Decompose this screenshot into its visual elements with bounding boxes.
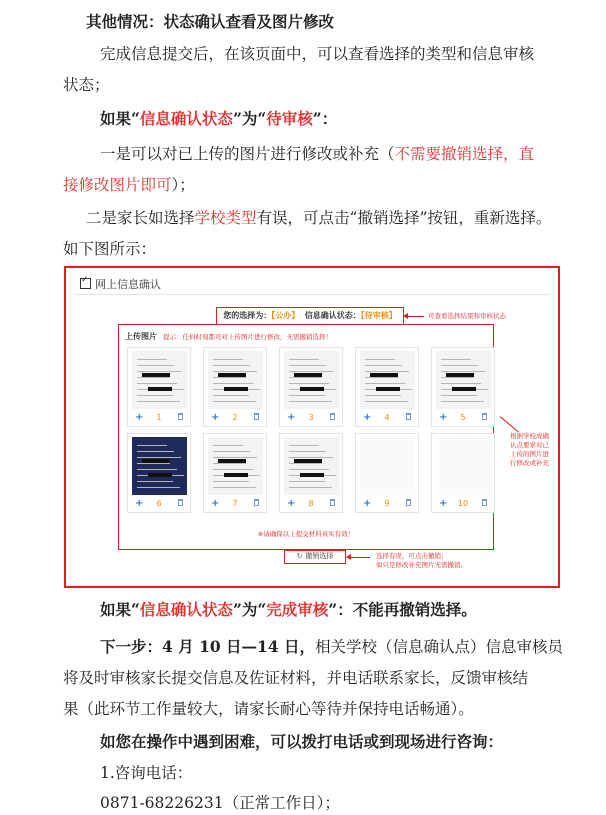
text-line: [213, 365, 250, 366]
as-shown-line: 如下图所示：: [63, 240, 157, 258]
arrow-head: [346, 554, 351, 560]
text-line: [441, 365, 478, 366]
redaction-bar: [224, 473, 248, 477]
text-line: [289, 401, 332, 402]
add-icon[interactable]: +: [211, 412, 220, 423]
text-line: [213, 487, 256, 488]
redaction-bar: [148, 387, 172, 391]
text-line: [365, 365, 402, 366]
item-two: [86, 207, 551, 229]
trash-icon[interactable]: [482, 413, 487, 420]
text-line: [289, 395, 325, 396]
trash-icon[interactable]: [254, 499, 259, 506]
redaction-bar: [294, 459, 322, 463]
redaction-bar: [370, 373, 398, 377]
redaction-bar: [218, 373, 246, 377]
status-term: 信息确认状态: [139, 600, 233, 619]
card-controls: [128, 413, 190, 423]
redaction-bar: [142, 459, 170, 463]
phone-number: 0871-68226231（正常工作日）；: [100, 794, 340, 812]
redaction-bar: [294, 373, 322, 377]
redaction-bar: [300, 387, 324, 391]
trash-icon[interactable]: [406, 499, 411, 506]
redaction-bar: [224, 387, 248, 391]
document-thumbnail: [208, 351, 263, 409]
card-number: 4: [384, 413, 390, 422]
text: ”为“: [232, 600, 267, 619]
document-thumbnail: [208, 437, 263, 495]
callout-line: 行修改或补充: [510, 459, 549, 467]
choice-value: 【公办】: [271, 311, 300, 320]
card-controls: [432, 499, 494, 509]
status-value: 【待审核】: [360, 311, 397, 320]
card-controls: [128, 499, 190, 509]
panel-title: [80, 276, 161, 292]
upload-header: [125, 331, 332, 342]
callout-top: 可查看选择结果和审核状态: [428, 312, 506, 320]
panel-title-text: 网上信息确认: [95, 278, 161, 291]
text-line: [137, 451, 174, 452]
trash-icon[interactable]: [330, 413, 335, 420]
text-line: [213, 359, 243, 360]
text-line: [441, 395, 477, 396]
add-icon[interactable]: +: [135, 412, 144, 423]
trash-icon[interactable]: [330, 499, 335, 506]
image-card[interactable]: [203, 347, 267, 427]
text-line: [137, 469, 177, 470]
redaction-bar: [376, 387, 400, 391]
add-icon[interactable]: +: [439, 412, 448, 423]
text: ）；: [171, 176, 195, 194]
card-number: 5: [460, 413, 466, 422]
card-controls: [356, 413, 418, 423]
text-line: [365, 383, 405, 384]
status-label: 信息确认状态：: [304, 311, 361, 320]
text-line: [213, 395, 249, 396]
document-thumbnail: [132, 351, 187, 409]
add-icon[interactable]: +: [439, 498, 448, 509]
text: 一是可以对已上传的图片进行修改或补充（: [100, 145, 395, 163]
trash-icon[interactable]: [482, 499, 487, 506]
text-line: [289, 359, 319, 360]
callout-line: 上传的图片进: [510, 450, 549, 458]
text-line: [137, 463, 170, 464]
add-icon[interactable]: +: [211, 498, 220, 509]
image-card[interactable]: [355, 347, 419, 427]
document-thumbnail: [360, 351, 415, 409]
add-icon[interactable]: +: [287, 412, 296, 423]
trash-icon[interactable]: [178, 413, 183, 420]
text-line: [213, 377, 246, 378]
card-controls: [204, 499, 266, 509]
text-line: [441, 377, 474, 378]
upload-tip: 提示：任何时刻都可对上传图片进行修改，无需撤销选择！: [163, 333, 332, 341]
item-one-line: [100, 143, 534, 165]
paragraph-line: 完成信息提交后，在该页面中，可以查看选择的类型和信息审核: [100, 45, 535, 63]
image-card[interactable]: [279, 433, 343, 513]
text-line: [137, 359, 167, 360]
text-line: [137, 395, 173, 396]
text-line: [365, 371, 409, 372]
text-line: [289, 481, 325, 482]
text-line: [441, 371, 485, 372]
text-line: [137, 457, 181, 458]
card-controls: [280, 413, 342, 423]
redaction-bar: [446, 373, 474, 377]
divider: [74, 294, 550, 295]
section-heading: 其他情况：状态确认查看及图片修改: [86, 12, 335, 31]
text-line: [365, 377, 398, 378]
document-thumbnail: [360, 437, 415, 495]
help-line: 如您在操作中遇到困难，可以拨打电话或到现场进行咨询：: [100, 732, 504, 751]
card-number: 8: [308, 499, 314, 508]
redaction-bar: [300, 473, 324, 477]
card-number: 9: [384, 499, 390, 508]
text-line: [365, 395, 401, 396]
text: 相关学校（信息确认点）信息审核员: [315, 638, 564, 656]
checkbox-icon: [80, 278, 91, 289]
upload-panel: [118, 324, 494, 550]
text: 如果“: [100, 600, 140, 619]
trash-icon[interactable]: [178, 499, 183, 506]
card-number: 10: [457, 499, 469, 508]
card-controls: [280, 499, 342, 509]
warning-text: ※请确保以上提交材料真实有效！: [257, 530, 355, 538]
card-controls: [356, 499, 418, 509]
text: 二是家长如选择: [86, 209, 195, 227]
redaction-bar: [142, 373, 170, 377]
text-line: [137, 445, 167, 446]
text-line: [289, 371, 333, 372]
trash-icon[interactable]: [254, 413, 259, 420]
callout-line: 选择有误，可点击撤销；: [376, 552, 448, 560]
image-card[interactable]: [127, 347, 191, 427]
callout-right: [510, 432, 549, 468]
text-line: [289, 487, 332, 488]
image-card[interactable]: [431, 347, 495, 427]
text-line: [441, 383, 481, 384]
card-number: 2: [232, 413, 238, 422]
refresh-icon: ↻: [296, 552, 303, 560]
text-line: [289, 451, 326, 452]
text-line: [365, 401, 408, 402]
image-card[interactable]: [127, 433, 191, 513]
text: 有误，可点击“撤销选择”按钮，重新选择。: [256, 209, 552, 227]
consult-label: 1.咨询电话：: [100, 764, 193, 782]
card-number: 1: [156, 413, 162, 422]
redaction-bar: [148, 473, 172, 477]
document-thumbnail: [436, 437, 491, 495]
cancel-selection-button[interactable]: [284, 550, 346, 564]
text: ”：: [312, 109, 338, 128]
text-line: [441, 359, 471, 360]
add-icon[interactable]: +: [287, 498, 296, 509]
redaction-bar: [218, 459, 246, 463]
text-line: [213, 481, 249, 482]
text-line: [137, 401, 180, 402]
text-line: [213, 451, 250, 452]
choice-status-box: [216, 307, 404, 325]
text-line: [137, 487, 180, 488]
text-line: [441, 401, 484, 402]
text-line: [289, 469, 329, 470]
redaction-bar: [452, 387, 476, 391]
text-line: [289, 377, 322, 378]
item-one-line: [63, 174, 195, 196]
image-card[interactable]: [355, 433, 419, 513]
highlight: 学校类型: [194, 209, 257, 227]
text-line: [137, 383, 177, 384]
card-number: 3: [308, 413, 314, 422]
card-controls: [432, 413, 494, 423]
text: 如果“: [100, 109, 140, 128]
text-line: [137, 365, 174, 366]
text-line: [213, 463, 246, 464]
arrow-head: [403, 313, 408, 319]
text-line: [213, 371, 257, 372]
image-card[interactable]: [431, 433, 495, 513]
text-line: [137, 371, 181, 372]
card-number: 6: [156, 499, 162, 508]
condition-pending: [100, 108, 337, 130]
text-line: [289, 445, 319, 446]
text: ”：不能再撤销选择。: [328, 600, 477, 619]
upload-title: 上传图片: [125, 332, 157, 341]
condition-complete: [100, 599, 477, 621]
paragraph-line: 将及时审核家长提交信息及佐证材料，并电话联系家长，反馈审核结: [63, 669, 529, 687]
callout-line: 根据学校或确: [510, 432, 549, 440]
paragraph-line: 状态；: [63, 76, 110, 94]
card-controls: [204, 413, 266, 423]
text-line: [289, 463, 322, 464]
callout-line: 如只是修改补充图片无需撤销。: [376, 561, 467, 569]
paragraph-line: 果（此环节工作量较大，请家长耐心等待并保持电话畅通）。: [63, 700, 474, 718]
image-grid: [127, 347, 483, 525]
text-line: [365, 359, 395, 360]
status-value: 完成审核: [266, 600, 329, 619]
highlight: 接修改图片即可: [63, 176, 172, 194]
add-icon[interactable]: +: [363, 498, 372, 509]
arrow: [500, 416, 519, 432]
text-line: [137, 481, 173, 482]
highlight: 不需要撤销选择，直: [394, 145, 535, 163]
document-thumbnail: [284, 351, 339, 409]
callout-line: 认点要求对已: [510, 441, 549, 449]
text-line: [213, 445, 243, 446]
trash-icon[interactable]: [406, 413, 411, 420]
next-step-label: 下一步：4 月 10 日—14 日，: [100, 637, 316, 656]
cancel-label: 撤销选择: [305, 552, 334, 560]
text-line: [213, 401, 256, 402]
text-line: [289, 457, 333, 458]
text-line: [137, 377, 170, 378]
document-thumbnail: [436, 351, 491, 409]
image-card[interactable]: [203, 433, 267, 513]
choice-label: 您的选择为：: [223, 311, 272, 320]
image-card[interactable]: [279, 347, 343, 427]
arrow: [348, 557, 370, 558]
text-line: [289, 383, 329, 384]
screenshot-figure: [64, 266, 560, 588]
status-term: 信息确认状态: [139, 109, 233, 128]
document-thumbnail: [284, 437, 339, 495]
add-icon[interactable]: +: [135, 498, 144, 509]
card-number: 7: [232, 499, 238, 508]
callout-bottom: [376, 552, 467, 570]
text-line: [213, 469, 253, 470]
add-icon[interactable]: +: [363, 412, 372, 423]
document-thumbnail: [132, 437, 187, 495]
text-line: [289, 365, 326, 366]
next-step-line: [100, 636, 563, 658]
text: ”为“: [232, 109, 267, 128]
text-line: [213, 457, 257, 458]
text-line: [213, 383, 253, 384]
status-value: 待审核: [266, 109, 313, 128]
arrow: [406, 316, 424, 317]
